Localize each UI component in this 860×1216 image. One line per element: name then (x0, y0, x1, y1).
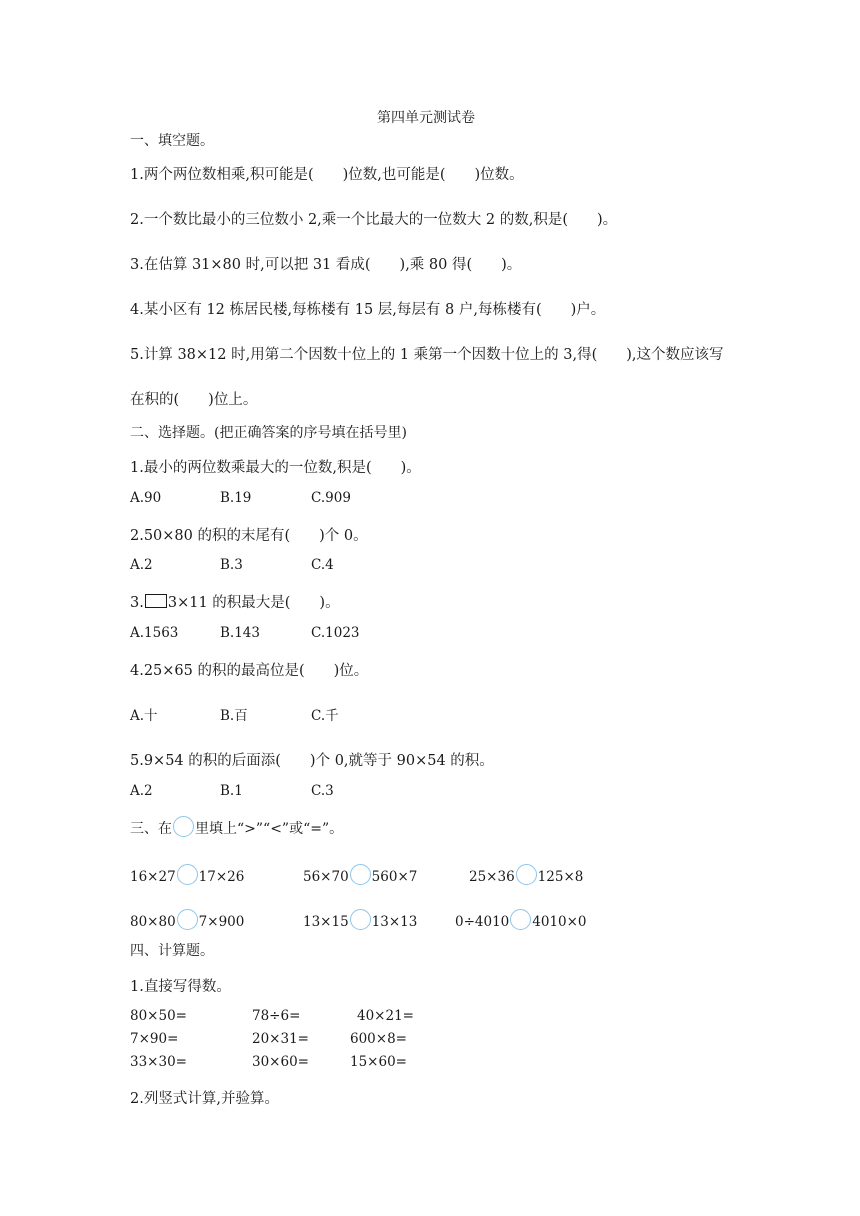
calc-subheading-1: 1.直接写得数。 (130, 979, 231, 995)
section3-heading (130, 816, 343, 838)
compare-item (303, 909, 417, 930)
compare-blank-circle[interactable] (516, 864, 537, 885)
fill-question-5-line2: 在积的( )位上。 (130, 392, 258, 408)
choice-question-1: 1.最小的两位数乘最大的一位数,积是( )。 (130, 460, 421, 476)
compare-blank-circle[interactable] (350, 909, 371, 930)
fill-question-1: 1.两个两位数相乘,积可能是( )位数,也可能是( )位数。 (130, 167, 524, 183)
fill-question-3: 3.在估算 31×80 时,可以把 31 看成( ),乘 80 得( )。 (130, 257, 522, 273)
compare-right: 560×7 (371, 869, 418, 885)
compare-item (303, 864, 417, 885)
compare-left: 25×36 (469, 869, 515, 885)
calc-cell: 33×30= (130, 1054, 187, 1070)
choice-3-suffix: 3×11 的积最大是( )。 (167, 595, 340, 611)
page-title: 第四单元测试卷 (377, 110, 475, 126)
calc-cell: 78÷6= (252, 1008, 301, 1024)
compare-right: 13×13 (371, 914, 418, 930)
calc-subheading-2: 2.列竖式计算,并验算。 (130, 1091, 279, 1107)
calc-cell: 80×50= (130, 1008, 187, 1024)
compare-left: 16×27 (130, 869, 176, 885)
compare-left: 80×80 (130, 914, 176, 930)
choice-1-option-b: B.19 (220, 490, 252, 506)
choice-4-option-b: B.百 (220, 708, 248, 724)
compare-right: 17×26 (198, 869, 245, 885)
choice-5-option-b: B.1 (220, 783, 243, 799)
compare-right: 4010×0 (532, 914, 587, 930)
choice-2-option-c: C.4 (311, 557, 334, 573)
section2-heading: 二、选择题。(把正确答案的序号填在括号里) (130, 425, 407, 441)
compare-item (130, 864, 244, 885)
calc-cell: 30×60= (252, 1054, 309, 1070)
compare-right: 7×900 (198, 914, 245, 930)
choice-question-3 (130, 591, 340, 612)
choice-3-option-b: B.143 (220, 625, 260, 641)
fill-question-4: 4.某小区有 12 栋居民楼,每栋楼有 15 层,每层有 8 户,每栋楼有( )户。 (130, 302, 606, 318)
section4-heading: 四、计算题。 (130, 943, 214, 959)
choice-3-option-a: A.1563 (130, 625, 179, 641)
section1-heading: 一、填空题。 (130, 133, 214, 149)
calc-cell: 40×21= (357, 1008, 414, 1024)
choice-1-option-c: C.909 (311, 490, 351, 506)
choice-5-option-a: A.2 (130, 783, 153, 799)
compare-left: 56×70 (303, 869, 349, 885)
compare-blank-circle[interactable] (510, 909, 531, 930)
choice-question-2: 2.50×80 的积的末尾有( )个 0。 (130, 528, 368, 544)
calc-cell: 7×90= (130, 1031, 179, 1047)
section3-heading-post: 里填上“>”“<”或“=”。 (195, 821, 344, 837)
choice-2-option-a: A.2 (130, 557, 153, 573)
choice-3-prefix: 3. (130, 595, 144, 611)
choice-1-option-a: A.90 (130, 490, 162, 506)
choice-3-option-c: C.1023 (311, 625, 360, 641)
choice-4-option-a: A.十 (130, 708, 158, 724)
choice-question-4: 4.25×65 的积的最高位是( )位。 (130, 663, 369, 679)
compare-right: 125×8 (537, 869, 584, 885)
choice-4-option-c: C.千 (311, 708, 339, 724)
calc-cell: 15×60= (350, 1054, 407, 1070)
compare-item (130, 909, 244, 930)
choice-5-option-c: C.3 (311, 783, 334, 799)
compare-left: 0÷4010 (455, 914, 510, 930)
calc-cell: 20×31= (252, 1031, 309, 1047)
choice-question-5: 5.9×54 的积的后面添( )个 0,就等于 90×54 的积。 (130, 753, 494, 769)
compare-left: 13×15 (303, 914, 349, 930)
fill-question-2: 2.一个数比最小的三位数小 2,乘一个比最大的一位数大 2 的数,积是( )。 (130, 212, 618, 228)
compare-item (455, 909, 587, 930)
compare-blank-circle[interactable] (177, 909, 198, 930)
choice-2-option-b: B.3 (220, 557, 243, 573)
compare-circle-icon (173, 816, 194, 837)
blank-box (145, 594, 167, 608)
section3-heading-pre: 三、在 (130, 821, 172, 837)
fill-question-5-line1: 5.计算 38×12 时,用第二个因数十位上的 1 乘第一个因数十位上的 3,得( ),这个数应该写 (130, 347, 724, 363)
compare-blank-circle[interactable] (350, 864, 371, 885)
compare-item (469, 864, 583, 885)
calc-cell: 600×8= (350, 1031, 407, 1047)
compare-blank-circle[interactable] (177, 864, 198, 885)
